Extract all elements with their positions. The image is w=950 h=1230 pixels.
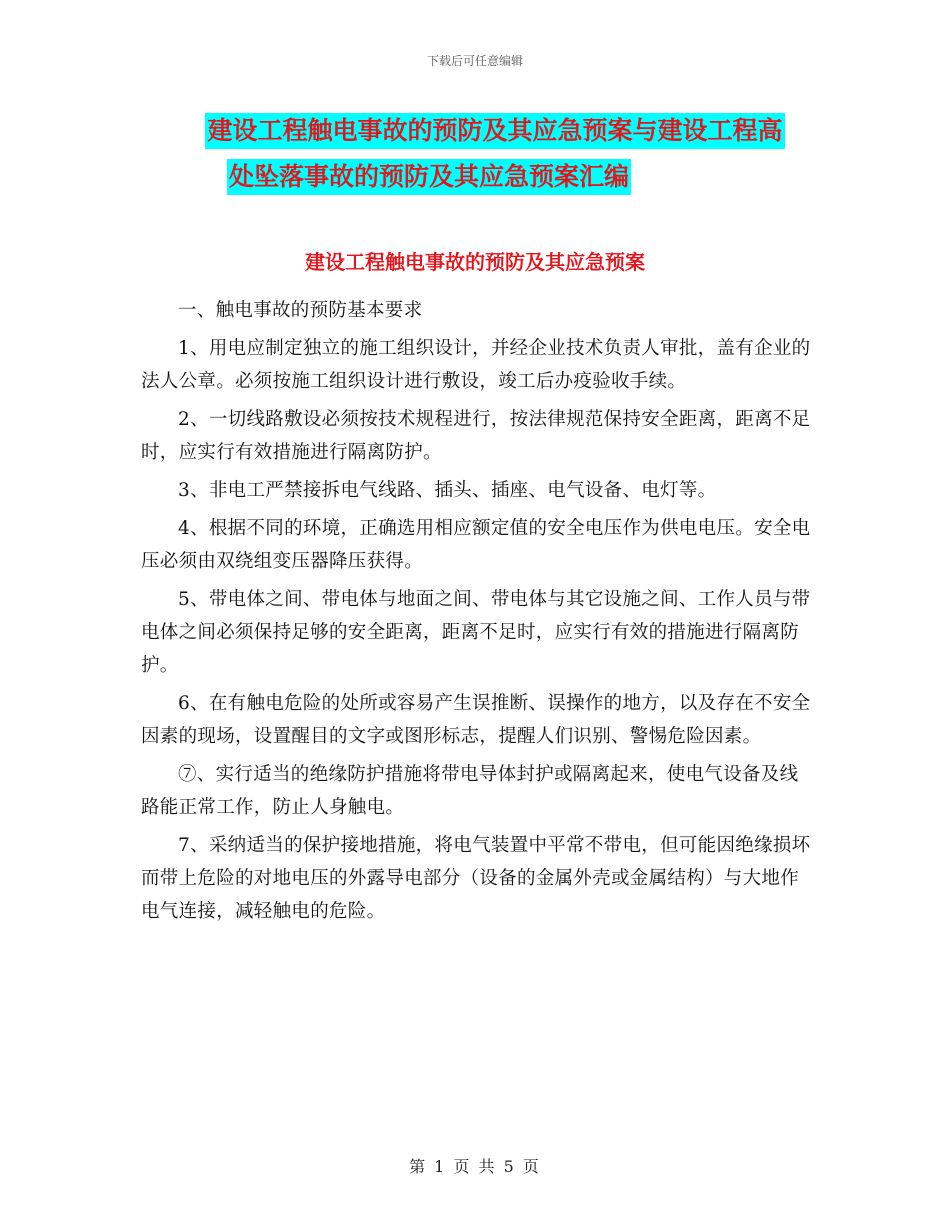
paragraph: 6、在有触电危险的处所或容易产生误推断、误操作的地方，以及存在不安全因素的现场，设置醒目的文字或图形标志，提醒人们识别、警惕危险因素。 [141, 693, 811, 747]
paragraph: ⑦、实行适当的绝缘防护措施将带电导体封护或隔离起来，使电气设备及线路能正常工作，防止人身触电。 [141, 764, 799, 818]
paragraph-heading: 一、触电事故的预防基本要求 [178, 300, 423, 321]
document-title [0, 108, 950, 200]
section-title: 建设工程触电事故的预防及其应急预案 [305, 250, 645, 274]
paragraph: 5、带电体之间、带电体与地面之间、带电体与其它设施之间、工作人员与带电体之间必须保持足够的安全距离，距离不足时，应实行有效的措施进行隔离防护。 [141, 589, 811, 676]
page-number: 第 1 页 共 5 页 [409, 1157, 541, 1176]
page-header-note: 下载后可任意编辑 [426, 54, 523, 68]
paragraph: 7、采纳适当的保护接地措施，将电气装置中平常不带电，但可能因绝缘损坏而带上危险的对地电压的外露导电部分（设备的金属外壳或金属结构）与大地作电气连接，减轻触电的危险。 [141, 835, 811, 922]
document-title-line-2: 处坠落事故的预防及其应急预案汇编 [227, 159, 631, 195]
document-body [141, 294, 813, 933]
paragraph: 1、用电应制定独立的施工组织设计，并经企业技术负责人审批，盖有企业的法人公章。必须按施工组织设计进行敷设，竣工后办疫验收手续。 [141, 338, 811, 392]
paragraph: 3、非电工严禁接拆电气线路、插头、插座、电气设备、电灯等。 [178, 480, 717, 501]
paragraph: 4、根据不同的环境，正确选用相应额定值的安全电压作为供电电压。安全电压必须由双绕组变压器降压获得。 [141, 518, 811, 572]
document-title-line-1: 建设工程触电事故的预防及其应急预案与建设工程高 [205, 113, 784, 149]
paragraph: 2、一切线路敷设必须按技术规程进行，按法律规范保持安全距离，距离不足时，应实行有效措施进行隔离防护。 [141, 409, 811, 463]
